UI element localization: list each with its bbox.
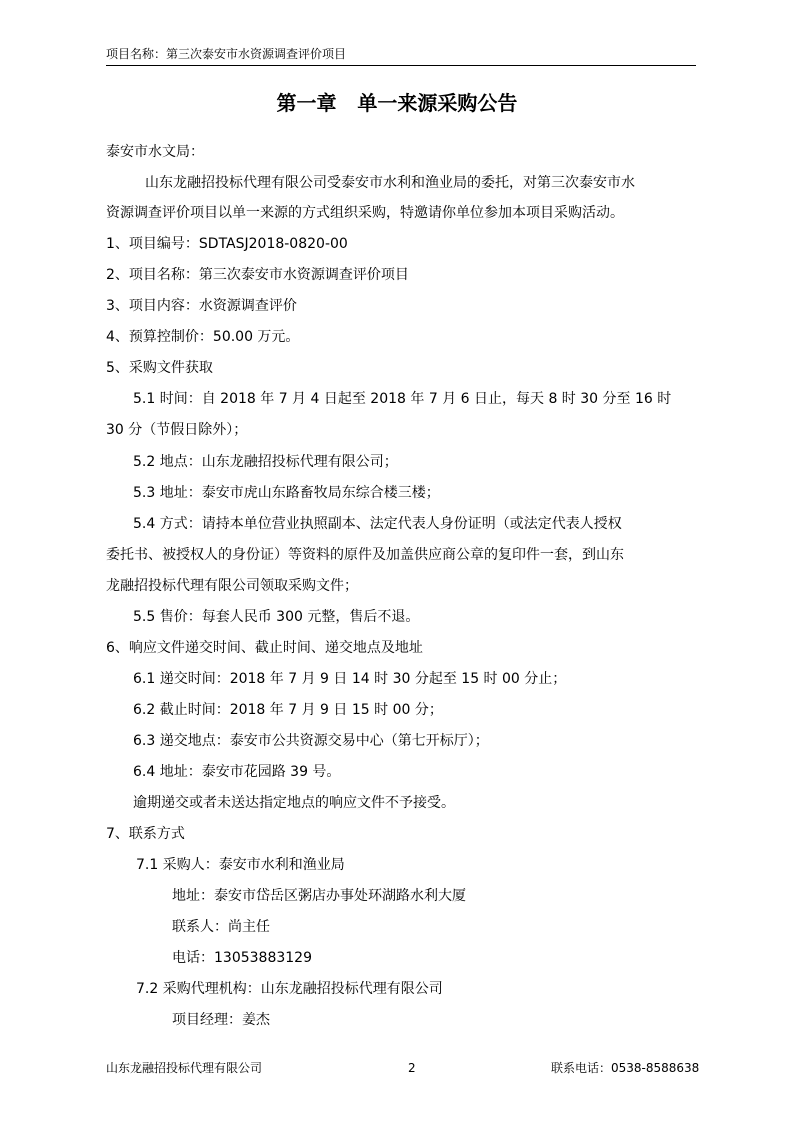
late-submission-note: 逾期递交或者未送达指定地点的响应文件不予接受。 [133,795,455,811]
intro-line-1: 山东龙融招投标代理有限公司受泰安市水利和渔业局的委托，对第三次泰安市水 [145,175,635,191]
subitem-6-3: 6.3 递交地点：泰安市公共资源交易中心（第七开标厅）； [133,733,489,749]
item-submission: 6、响应文件递交时间、截止时间、递交地点及地址 [106,640,423,656]
item-budget: 4、预算控制价：50.00 万元。 [106,329,300,345]
item-document-acquisition: 5、采购文件获取 [106,360,213,376]
page-number: 2 [408,1061,416,1075]
subitem-6-1: 6.1 递交时间：2018 年 7 月 9 日 14 时 30 分起至 15 时 00 分止； [133,671,567,687]
footer-phone: 联系电话：0538-8588638 [551,1061,700,1075]
subitem-5-2: 5.2 地点：山东龙融招投标代理有限公司； [133,454,398,470]
agency-manager: 项目经理：姜杰 [172,1012,270,1028]
subitem-6-4: 6.4 地址：泰安市花园路 39 号。 [133,764,341,780]
subitem-5-5: 5.5 售价：每套人民币 300 元整，售后不退。 [133,609,420,625]
addressee: 泰安市水文局： [106,144,204,160]
subitem-5-1-line-2: 30 分（节假日除外）； [106,422,248,438]
intro-line-2: 资源调查评价项目以单一来源的方式组织采购，特邀请你单位参加本项目采购活动。 [106,205,624,221]
purchaser-contact: 联系人：尚主任 [172,919,270,935]
subitem-5-4-line-1: 5.4 方式：请持本单位营业执照副本、法定代表人身份证明（或法定代表人授权 [133,516,622,532]
chapter-title: 第一章 单一来源采购公告 [276,91,518,115]
subitem-7-1: 7.1 采购人：泰安市水利和渔业局 [136,857,345,873]
subitem-5-3: 5.3 地址：泰安市虎山东路畜牧局东综合楼三楼； [133,485,440,501]
subitem-5-4-line-2: 委托书、被授权人的身份证）等资料的原件及加盖供应商公章的复印件一套，到山东 [106,547,624,563]
subitem-6-2: 6.2 截止时间：2018 年 7 月 9 日 15 时 00 分； [133,702,443,718]
header-divider [106,65,696,66]
item-project-name: 2、项目名称：第三次泰安市水资源调查评价项目 [106,267,409,283]
item-project-content: 3、项目内容：水资源调查评价 [106,298,297,314]
item-contact: 7、联系方式 [106,826,185,842]
footer-company: 山东龙融招投标代理有限公司 [106,1061,263,1075]
subitem-5-1-line-1: 5.1 时间：自 2018 年 7 月 4 日起至 2018 年 7 月 6 日止，每天 8 时 30 分至 16 时 [133,391,672,407]
purchaser-address: 地址：泰安市岱岳区粥店办事处环湖路水利大厦 [172,888,466,904]
purchaser-phone: 电话：13053883129 [172,950,312,966]
running-header: 项目名称：第三次泰安市水资源调查评价项目 [106,47,347,61]
item-project-number: 1、项目编号：SDTASJ2018-0820-00 [106,236,348,252]
subitem-7-2: 7.2 采购代理机构：山东龙融招投标代理有限公司 [136,981,443,997]
subitem-5-4-line-3: 龙融招投标代理有限公司领取采购文件； [106,578,358,594]
